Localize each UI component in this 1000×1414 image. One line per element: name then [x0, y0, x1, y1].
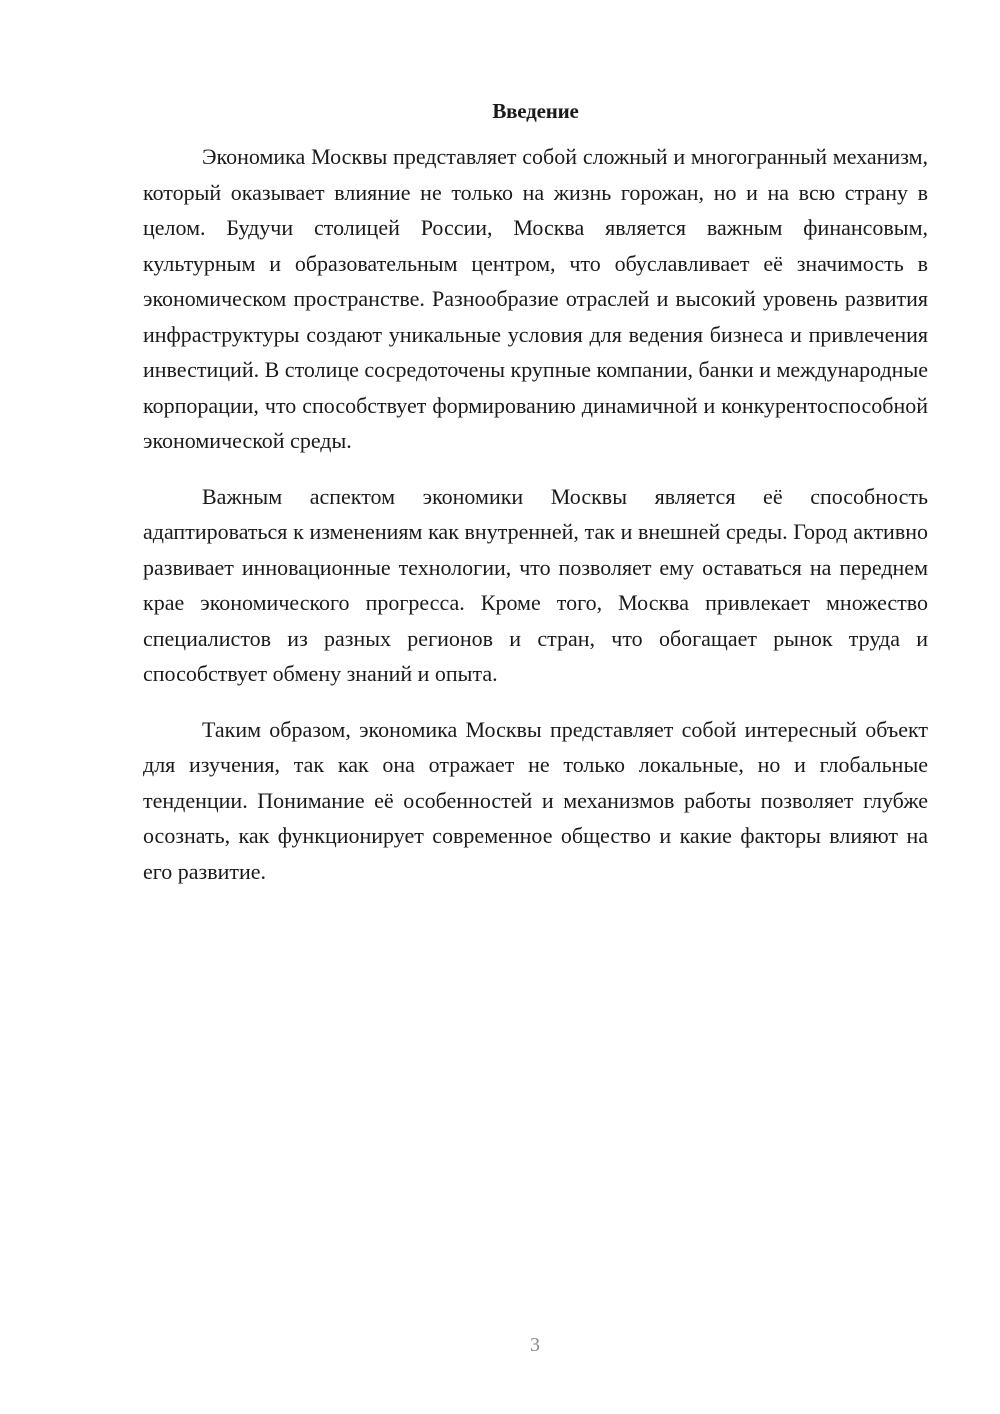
page-content	[143, 95, 928, 889]
paragraph-2: Важным аспектом экономики Москвы является её способность адаптироваться к изменениям как внутренней, так и внешней среды. Город активно развивает инновационные технологии, что позволяет ему оставаться на переднем крае экономического прогресса. Кроме того, Москва привлекает множество специалистов из разных регионов и стран, что обогащает рынок труда и способствует обмену знаний и опыта.	[143, 483, 928, 686]
page-number: 3	[530, 1334, 540, 1356]
paragraph-1: Экономика Москвы представляет собой сложный и многогранный механизм, который оказывает влияние не только на жизнь горожан, но и на всю страну в целом. Будучи столицей России, Москва является важным финансовым, культурным и образовательным центром, что обуславливает её значимость в экономическом пространстве. Разнообразие отраслей и высокий уровень развития инфраструктуры создают уникальные условия для ведения бизнеса и привлечения инвестиций. В столице сосредоточены крупные компании, банки и международные корпорации, что способствует формированию динамичной и конкурентоспособной экономической среды.	[143, 144, 928, 453]
paragraph-3: Таким образом, экономика Москвы представляет собой интересный объект для изучения, так как она отражает не только локальные, но и глобальные тенденции. Понимание её особенностей и механизмов работы позволяет глубже осознать, как функционирует современное общество и какие факторы влияют на его развитие.	[143, 716, 928, 884]
section-heading: Введение	[492, 99, 579, 123]
